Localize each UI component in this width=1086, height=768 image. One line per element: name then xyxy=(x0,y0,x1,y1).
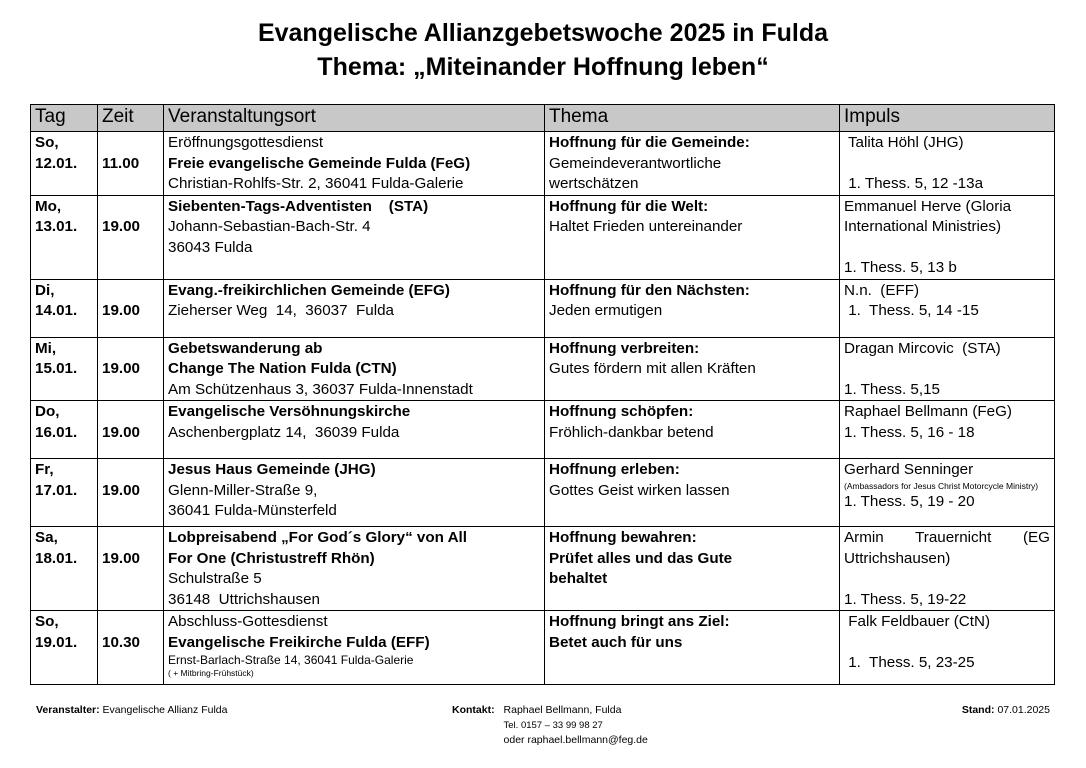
venue-name: For One (Christustreff Rhön) xyxy=(168,549,375,567)
theme-title: Hoffnung schöpfen: xyxy=(549,403,694,420)
time-cell xyxy=(98,195,164,279)
speaker: Armin Trauernicht (EG xyxy=(844,529,1050,546)
venue-address: Am Schützenhaus 3, 36037 Fulda-Innenstadt xyxy=(168,380,473,398)
time: 11.00 xyxy=(102,154,140,172)
day-cell xyxy=(31,611,98,685)
time-cell xyxy=(98,459,164,527)
theme-cell xyxy=(545,459,840,527)
table-row xyxy=(31,611,1055,685)
header-zeit: Zeit xyxy=(98,105,164,132)
speaker: Gerhard Senninger xyxy=(844,461,974,478)
table-row xyxy=(31,279,1055,337)
weekday: So, xyxy=(35,613,59,630)
venue-name: Change The Nation Fulda (CTN) xyxy=(168,360,397,377)
venue-address: Aschenbergplatz 14, 36039 Fulda xyxy=(168,423,400,441)
day-cell xyxy=(31,459,98,527)
theme-title: Hoffnung bewahren: xyxy=(549,529,697,546)
contact-email[interactable]: oder raphael.bellmann@feg.de xyxy=(503,734,648,746)
date: 12.01. xyxy=(35,154,78,172)
time-cell xyxy=(98,527,164,611)
venue-name: Evang.-freikirchlichen Gemeinde (EFG) xyxy=(168,281,450,299)
schedule-table xyxy=(30,104,1055,685)
time: 19.00 xyxy=(102,218,141,235)
time-cell xyxy=(98,401,164,459)
bible-reference: 1. Thess. 5, 19 - 20 xyxy=(844,492,975,510)
date: 19.01. xyxy=(35,633,78,651)
theme-cell xyxy=(545,279,840,337)
header-impuls: Impuls xyxy=(840,105,1055,132)
time-cell xyxy=(98,611,164,685)
venue-address: 36043 Fulda xyxy=(168,238,253,256)
time-cell xyxy=(98,337,164,401)
speaker: Falk Feldbauer (CtN) xyxy=(844,613,991,630)
table-row xyxy=(31,132,1055,196)
bible-reference: 1. Thess. 5, 14 -15 xyxy=(844,302,979,319)
impulse-cell xyxy=(840,527,1055,611)
venue-name: Freie evangelische Gemeinde Fulda (FeG) xyxy=(168,154,471,172)
venue-address: Glenn-Miller-Straße 9, xyxy=(168,481,318,499)
contact-details xyxy=(504,703,648,748)
theme-title: Hoffnung für die Welt: xyxy=(549,197,709,215)
speaker-org: International Ministries) xyxy=(844,218,1001,235)
day-cell xyxy=(31,337,98,401)
date-label: Stand: xyxy=(961,704,995,716)
impulse-cell xyxy=(840,337,1055,401)
theme-text: Gottes Geist wirken lassen xyxy=(549,481,730,499)
theme-text: Gemeindeverantwortliche xyxy=(549,154,722,172)
venue-name: Lobpreisabend „For God´s Glory“ von All xyxy=(168,529,467,546)
venue-cell xyxy=(164,527,545,611)
date: 13.01. xyxy=(35,218,78,235)
theme-cell xyxy=(545,195,840,279)
venue-name: Jesus Haus Gemeinde (JHG) xyxy=(168,461,376,478)
date-value: 07.01.2025 xyxy=(997,704,1050,716)
venue-cell xyxy=(164,401,545,459)
footer-contact xyxy=(452,703,648,748)
bible-reference: 1. Thess. 5, 13 b xyxy=(844,259,957,276)
venue-line: Abschluss-Gottesdienst xyxy=(168,613,328,630)
weekday: Mo, xyxy=(35,197,62,215)
impulse-cell xyxy=(840,401,1055,459)
venue-address: Ernst-Barlach-Straße 14, 36041 Fulda-Galerie xyxy=(168,653,414,667)
day-cell xyxy=(31,132,98,196)
date: 17.01. xyxy=(35,481,78,499)
venue-cell xyxy=(164,459,545,527)
header-veranstaltungsort: Veranstaltungsort xyxy=(164,105,545,132)
date: 15.01. xyxy=(35,360,78,377)
venue-cell xyxy=(164,195,545,279)
bible-reference: 1. Thess. 5, 23-25 xyxy=(844,654,975,671)
theme-text: behaltet xyxy=(549,570,608,587)
table-row xyxy=(31,401,1055,459)
speaker: Emmanuel Herve (Gloria xyxy=(844,197,1012,215)
venue-cell xyxy=(164,132,545,196)
speaker: Raphael Bellmann (FeG) xyxy=(844,403,1012,420)
organizer-label: Veranstalter: xyxy=(36,704,100,716)
theme-text: Haltet Frieden untereinander xyxy=(549,218,743,235)
theme-cell xyxy=(545,401,840,459)
weekday: Do, xyxy=(35,403,60,420)
theme-cell xyxy=(545,337,840,401)
day-cell xyxy=(31,527,98,611)
theme-text: Jeden ermutigen xyxy=(549,302,663,319)
contact-name: Raphael Bellmann, Fulda xyxy=(503,704,622,716)
theme-title: Hoffnung verbreiten: xyxy=(549,339,700,357)
bible-reference: 1. Thess. 5, 16 - 18 xyxy=(844,423,975,441)
venue-cell xyxy=(164,337,545,401)
bible-reference: 1. Thess. 5, 12 -13a xyxy=(844,175,984,192)
speaker-org: Uttrichshausen) xyxy=(844,549,951,567)
time: 19.00 xyxy=(102,423,141,441)
impulse-cell xyxy=(840,459,1055,527)
venue-note: ( + Mitbring-Frühstück) xyxy=(168,668,254,678)
theme-text: Prüfet alles und das Gute xyxy=(549,549,733,567)
theme-text: wertschätzen xyxy=(549,175,639,192)
theme-cell xyxy=(545,611,840,685)
theme-title: Hoffnung bringt ans Ziel: xyxy=(549,613,730,630)
venue-address: Zieherser Weg 14, 36037 Fulda xyxy=(168,302,394,319)
contact-label: Kontakt: xyxy=(452,704,495,716)
footer-date xyxy=(962,703,1050,718)
bible-reference: 1. Thess. 5,15 xyxy=(844,380,940,398)
header-thema: Thema xyxy=(545,105,840,132)
speaker: N.n. (EFF) xyxy=(844,281,920,299)
venue-address: Christian-Rohlfs-Str. 2, 36041 Fulda-Galerie xyxy=(168,175,464,192)
venue-address: 36041 Fulda-Münsterfeld xyxy=(168,502,337,519)
impulse-cell xyxy=(840,195,1055,279)
date: 16.01. xyxy=(35,423,78,441)
header-tag: Tag xyxy=(31,105,98,132)
speaker: Talita Höhl (JHG) xyxy=(844,134,964,151)
venue-cell xyxy=(164,611,545,685)
date: 18.01. xyxy=(35,549,78,567)
time: 19.00 xyxy=(102,302,141,319)
time-cell xyxy=(98,279,164,337)
day-cell xyxy=(31,279,98,337)
contact-phone: Tel. 0157 – 33 99 98 27 xyxy=(503,720,603,731)
weekday: Fr, xyxy=(35,461,54,478)
weekday: Di, xyxy=(35,281,55,299)
theme-cell xyxy=(545,132,840,196)
weekday: Sa, xyxy=(35,529,58,546)
theme-title: Hoffnung für den Nächsten: xyxy=(549,281,750,299)
impulse-cell xyxy=(840,132,1055,196)
organizer-name: Evangelische Allianz Fulda xyxy=(102,704,228,716)
table-row xyxy=(31,459,1055,527)
theme-text: Betet auch für uns xyxy=(549,633,683,651)
venue-name: Evangelische Versöhnungskirche xyxy=(168,403,411,420)
speaker: Dragan Mircovic (STA) xyxy=(844,339,1001,357)
time: 19.00 xyxy=(102,481,141,499)
day-cell xyxy=(31,195,98,279)
document-title: Evangelische Allianzgebetswoche 2025 in Fulda xyxy=(257,19,829,47)
venue-line: Gebetswanderung ab xyxy=(168,339,323,357)
venue-address: 36148 Uttrichshausen xyxy=(168,590,320,608)
bible-reference: 1. Thess. 5, 19-22 xyxy=(844,590,967,608)
venue-line: Eröffnungsgottesdienst xyxy=(168,134,324,151)
impulse-cell xyxy=(840,611,1055,685)
venue-cell xyxy=(164,279,545,337)
day-cell xyxy=(31,401,98,459)
weekday: Mi, xyxy=(35,339,57,357)
document-subtitle: Thema: „Miteinander Hoffnung leben“ xyxy=(317,53,769,81)
theme-text: Gutes fördern mit allen Kräften xyxy=(549,360,756,377)
time: 10.30 xyxy=(102,633,141,651)
theme-title: Hoffnung für die Gemeinde: xyxy=(549,134,750,151)
date: 14.01. xyxy=(35,302,78,319)
time-cell xyxy=(98,132,164,196)
venue-name: Siebenten-Tags-Adventisten (STA) xyxy=(168,197,429,215)
venue-address: Johann-Sebastian-Bach-Str. 4 xyxy=(168,218,371,235)
time: 19.00 xyxy=(102,549,141,567)
impulse-cell xyxy=(840,279,1055,337)
venue-name: Evangelische Freikirche Fulda (EFF) xyxy=(168,633,430,651)
table-row xyxy=(31,195,1055,279)
table-header-row xyxy=(31,105,1055,132)
theme-cell xyxy=(545,527,840,611)
footer-organizer xyxy=(36,703,227,718)
table-row xyxy=(31,527,1055,611)
theme-text: Fröhlich-dankbar betend xyxy=(549,423,714,441)
time: 19.00 xyxy=(102,360,141,377)
speaker-org: (Ambassadors for Jesus Christ Motorcycle Ministry) xyxy=(844,480,1039,491)
weekday: So, xyxy=(35,134,59,151)
table-row xyxy=(31,337,1055,401)
venue-address: Schulstraße 5 xyxy=(168,570,262,587)
theme-title: Hoffnung erleben: xyxy=(549,461,680,478)
